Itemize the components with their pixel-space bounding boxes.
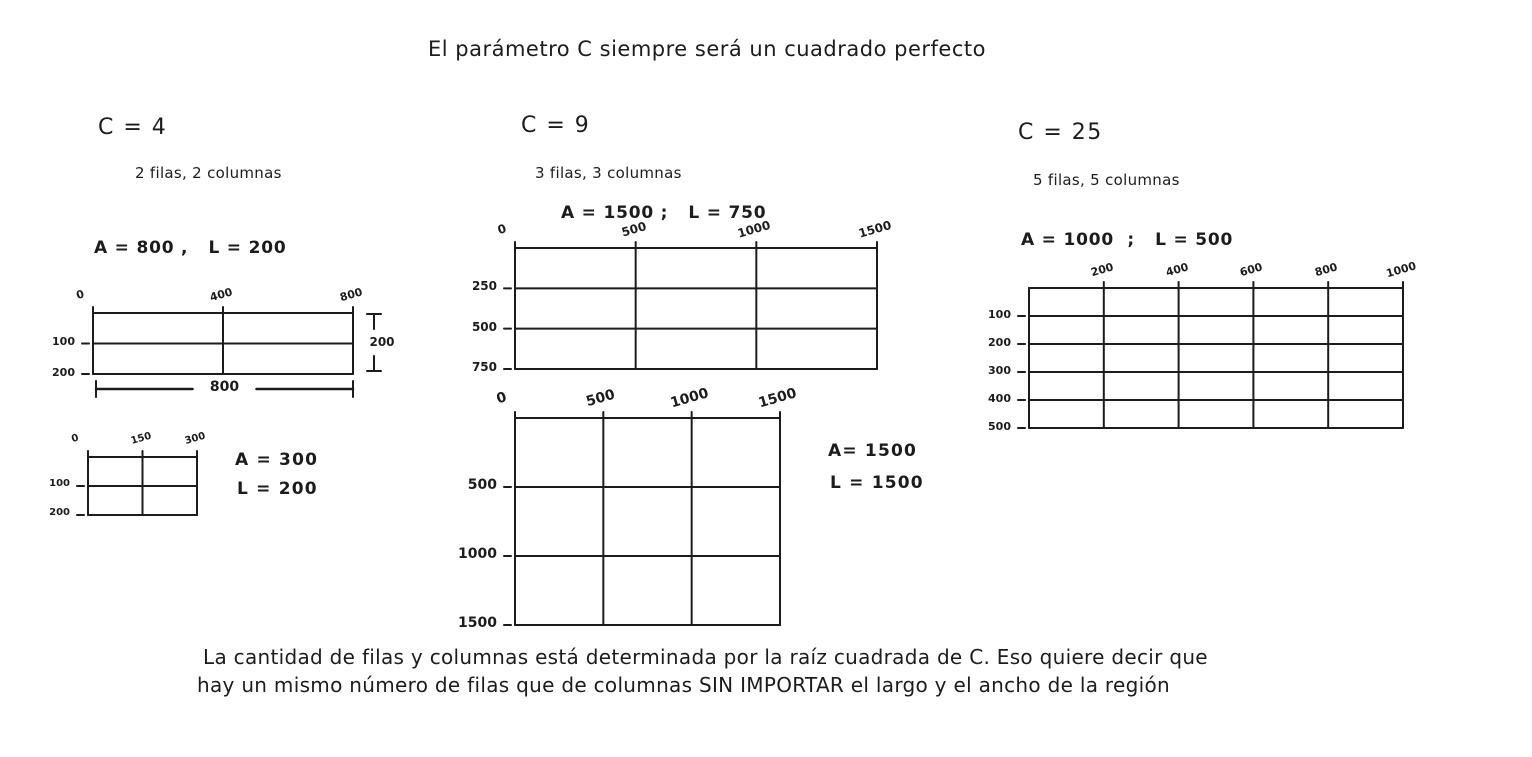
c4-small-grid-top-label: 150: [129, 430, 153, 447]
c4-small-grid-left-label: 100: [49, 478, 70, 489]
c9-wide-grid-top-label: 1500: [856, 217, 893, 241]
c4-wide-grid-top-label: 800: [338, 285, 364, 305]
section-c9-subheading: 3 filas, 3 columnas: [535, 164, 682, 182]
c9-square-grid-top-label: 1500: [756, 385, 799, 412]
page-title: El parámetro C siempre será un cuadrado perfecto: [428, 37, 986, 61]
c25-grid-top-label: 800: [1313, 260, 1340, 280]
c9-wide-grid-top-label: 1000: [736, 217, 773, 241]
c25-grid-left-label: 400: [988, 391, 1011, 405]
c25-grid-top-label: 400: [1163, 260, 1190, 280]
section-c25-heading: C = 25: [1018, 120, 1103, 145]
section-c9-heading: C = 9: [521, 113, 591, 138]
c9-square-grid-left-label: 500: [467, 477, 497, 493]
c4-small-grid-top-label: 300: [183, 430, 207, 447]
c25-grid-top-label: 200: [1089, 260, 1115, 280]
section-c25-params: A = 1000 ; L = 500: [1021, 230, 1234, 250]
c25-grid-top-label: 600: [1238, 260, 1265, 280]
c9-square-grid-top-label: 0: [494, 389, 509, 408]
c4-small-grid-left-label: 200: [49, 507, 70, 518]
c9-square-grid-top-label: 500: [584, 386, 618, 411]
section-c4-heading: C = 4: [98, 115, 168, 140]
c9-wide-grid-left-label: 500: [471, 319, 497, 334]
c9-square-grid-area-label: A= 1500: [828, 441, 918, 461]
footer-line-1: La cantidad de filas y columnas está determinada por la raíz cuadrada de C. Eso quiere decir que: [203, 645, 1208, 669]
c25-grid-left-label: 100: [988, 307, 1011, 321]
height-measure-bracket-label: 200: [369, 334, 395, 349]
c4-small-grid-area-label: A = 300: [235, 450, 319, 470]
width-measure-bracket-label: 800: [209, 379, 240, 395]
c9-square-grid-left-label: 1500: [458, 615, 497, 631]
c25-grid-top-label: 1000: [1384, 259, 1418, 281]
c4-small-grid-length-label: L = 200: [237, 479, 318, 499]
c4-wide-grid-top-label: 0: [74, 287, 86, 303]
c4-wide-grid-left-label: 100: [52, 335, 75, 348]
c25-grid-left-label: 200: [988, 335, 1011, 349]
c9-wide-grid-left-label: 750: [471, 360, 497, 374]
c25-grid-left-label: 500: [988, 419, 1011, 433]
c9-wide-grid-left-label: 250: [471, 279, 497, 294]
c9-square-grid-length-label: L = 1500: [830, 473, 924, 493]
footer-line-2: hay un mismo número de filas que de columnas SIN IMPORTAR el largo y el ancho de la región: [197, 673, 1170, 697]
c9-square-grid-left-label: 1000: [458, 546, 497, 562]
section-c25-subheading: 5 filas, 5 columnas: [1033, 171, 1180, 189]
c4-wide-grid-top-label: 400: [208, 285, 234, 305]
c9-wide-grid-top-label: 0: [496, 221, 508, 238]
c9-wide-grid-top-label: 500: [619, 219, 648, 240]
section-c9-params: A = 1500 ; L = 750: [561, 203, 767, 223]
c9-square-grid-top-label: 1000: [668, 385, 711, 412]
section-c4-subheading: 2 filas, 2 columnas: [135, 164, 282, 182]
c4-small-grid-top-label: 0: [70, 432, 81, 445]
section-c4-params: A = 800 , L = 200: [94, 238, 287, 258]
c4-wide-grid-left-label: 200: [52, 365, 75, 379]
c25-grid-left-label: 300: [988, 363, 1011, 377]
